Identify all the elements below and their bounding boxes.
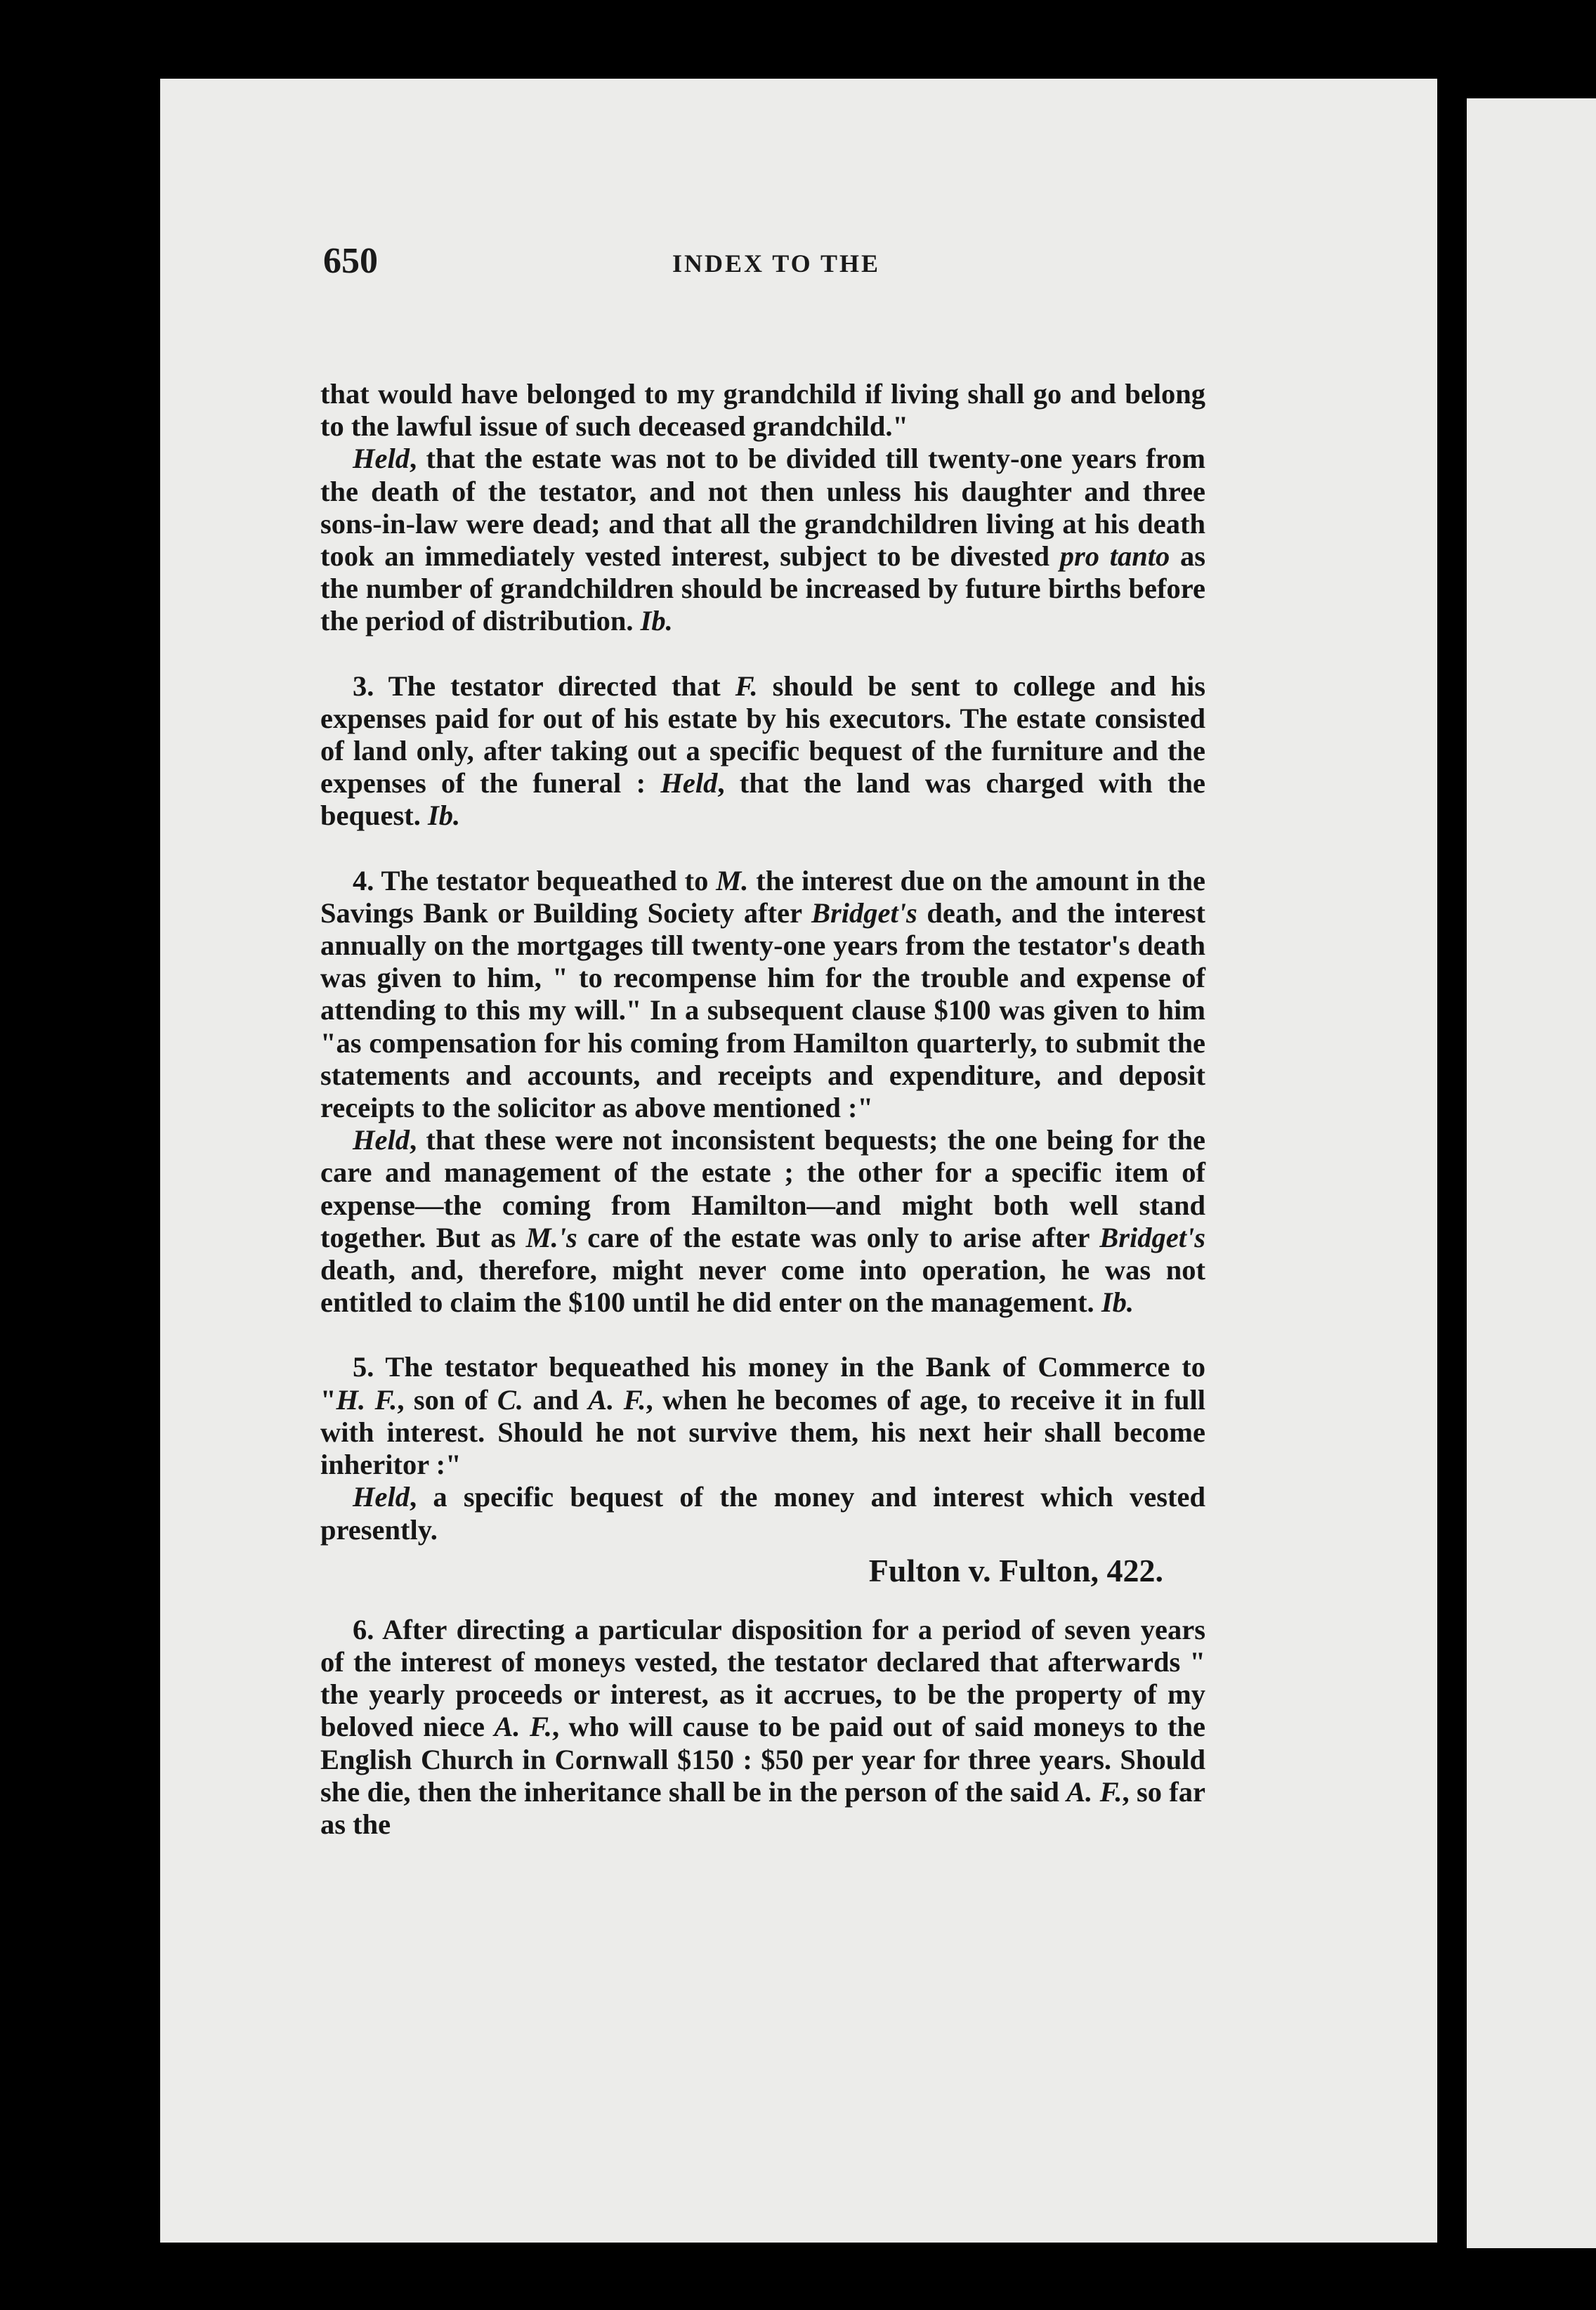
index-entry-4: 4. The testator bequeathed to M. the interest due on the amount in the Savings Bank or Building Society after Bridget's death, and the interest annually on the mortgages till twenty-one years from the testator's death was given to him, " to recompense him for the trouble and expense of attending to this my will." In a subsequent clause $100 was given to him "as compensation for his coming from Hamilton quarterly, to submit the statements and accounts, and receipts and expenditure, and deposit receipts to the solicitor as above mentioned :" (320, 864, 1206, 1124)
index-entry-3: 3. The testator directed that F. should be sent to college and his expenses paid for out of his estate by his executors. The estate consisted of land only, after taking out a specific bequest of the furniture and the expenses of the funeral : Held, that the land was charged with the bequest. Ib. (320, 670, 1205, 832)
continuation-lead: that would have belonged to my grandchild if living shall go and belong to the lawful issue of such deceased grandchild." (320, 378, 1205, 443)
continuation-held: Held, that the estate was not to be divided till twenty-one years from the death of the testator, and not then unless his daughter and three sons-in-law were dead; and that all the grandchildren living at his death took an immediately vested interest, subject to be divested pro tanto as the number of grandchildren should be increased by future births before the period of distribution. Ib. (320, 443, 1206, 637)
case-citation: Fulton v. Fulton, 422. (868, 1552, 1163, 1588)
page-number: 650 (323, 241, 378, 281)
index-body (320, 378, 1205, 1841)
index-entry-6: 6. After directing a particular disposition for a period of seven years of the interest of moneys vested, the testator declared that afterwards " the yearly proceeds or interest, as it accrues, to be the property of my beloved niece A. F., who will cause to be paid out of said moneys to the English Church in Cornwall $150 : $50 per year for three years. Should she die, then the inheritance shall be in the person of the said A. F., so far as the (320, 1613, 1205, 1840)
facing-page-edge (1467, 98, 1596, 2248)
running-title: INDEX TO THE (672, 249, 881, 278)
index-entry-5: 5. The testator bequeathed his money in the Bank of Commerce to "H. F., son of C. and A. F., when he becomes of age, to receive it in full with interest. Should he not survive them, his next heir shall become inheritor :" (320, 1351, 1205, 1481)
index-entry-5-held: Held, a specific bequest of the money and interest which vested presently. (320, 1481, 1205, 1546)
running-head (323, 240, 1229, 289)
index-entry-4-held: Held, that these were not inconsistent bequests; the one being for the care and management of the estate ; the other for a specific item of expense—the coming from Hamilton—and might both well stand together. But as M.'s care of the estate was only to arise after Bridget's death, and, therefore, might never come into operation, he was not entitled to claim the $100 until he did enter on the management. Ib. (320, 1124, 1205, 1319)
